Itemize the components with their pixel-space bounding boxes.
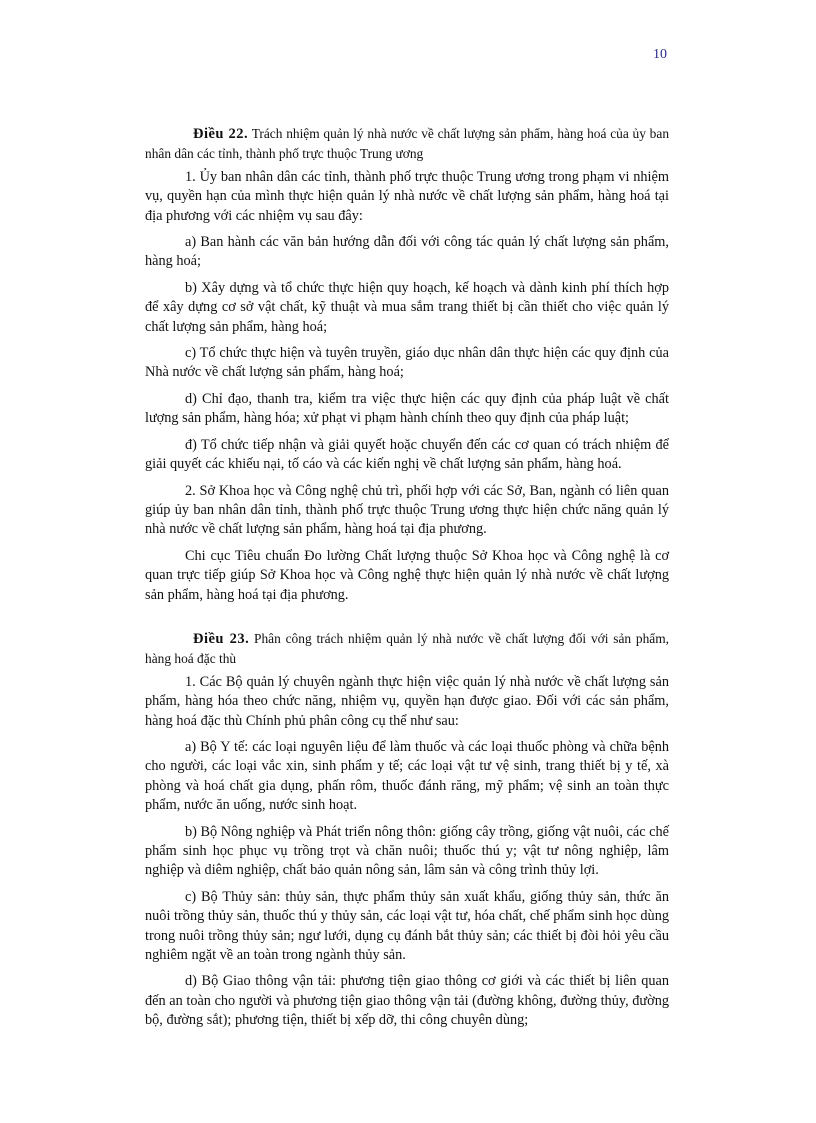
paragraph: Chi cục Tiêu chuẩn Đo lường Chất lượng thuộc Sở Khoa học và Công nghệ là cơ quan trực tiếp giúp Sở Khoa học và Công nghệ thực hiện quản lý nhà nước về chất lượng sản phẩm, hàng hoá tại địa phương. — [145, 547, 669, 603]
page-number: 10 — [653, 47, 667, 62]
article-label: Điều 22. — [193, 126, 249, 142]
paragraph: 2. Sở Khoa học và Công nghệ chủ trì, phối hợp với các Sở, Ban, ngành có liên quan giúp ủy ban nhân dân tỉnh, thành phố trực thuộc Trung ương thực hiện chức năng quản lý nhà nước về chất lượng sản phẩm, hàng hoá tại địa phương. — [145, 482, 669, 538]
paragraph: d) Bộ Giao thông vận tải: phương tiện giao thông cơ giới và các thiết bị liên quan đến an toàn cho người và phương tiện giao thông vận tải (đường không, đường thủy, đường bộ, đường sắt); phương tiện, thiết bị xếp dỡ, thi công chuyên dùng; — [145, 973, 669, 1029]
document-body — [145, 124, 669, 1038]
article-title: Phân công trách nhiệm quản lý nhà nước về chất lượng đối với sản phẩm, hàng hoá đặc thù — [145, 630, 670, 667]
article-title: Trách nhiệm quản lý nhà nước về chất lượng sản phẩm, hàng hoá của ủy ban nhân dân các tỉnh, thành phố trực thuộc Trung ương — [145, 126, 670, 162]
article-label: Điều 23. — [193, 630, 250, 647]
paragraph: b) Bộ Nông nghiệp và Phát triển nông thôn: giống cây trồng, giống vật nuôi, các chế phẩm sinh học phục vụ trồng trọt và chăn nuôi; thuốc thú y; vật tư nông nghiệp, lâm nghiệp và diêm nghiệp, chất bảo quản nông sản, lâm sản và công trình thủy lợi. — [145, 823, 669, 879]
section-gap — [145, 612, 669, 629]
article-heading — [145, 124, 669, 164]
article-heading — [145, 629, 669, 669]
paragraph: a) Ban hành các văn bản hướng dẫn đối với công tác quản lý chất lượng sản phẩm, hàng hoá; — [145, 234, 669, 270]
paragraph: đ) Tổ chức tiếp nhận và giải quyết hoặc chuyển đến các cơ quan có trách nhiệm để giải quyết các khiếu nại, tố cáo và các kiến nghị về chất lượng sản phẩm, hàng hoá. — [145, 436, 669, 473]
paragraph: d) Chỉ đạo, thanh tra, kiểm tra việc thực hiện các quy định của pháp luật về chất lượng sản phẩm, hàng hóa; xử phạt vi phạm hành chính theo quy định của pháp luật; — [145, 390, 669, 427]
paragraph: c) Bộ Thủy sản: thủy sản, thực phẩm thủy sản xuất khẩu, giống thủy sản, thức ăn nuôi trồng thủy sản, thuốc thú y thủy sản, các loại vật tư, hóa chất, chế phẩm sinh học dùng trong nuôi trồng thủy sản; ngư lưới, dụng cụ đánh bắt thủy sản; các thiết bị đòi hỏi yêu cầu nghiêm ngặt về an toàn trong ngành thủy sản. — [145, 888, 669, 964]
paragraph: b) Xây dựng và tổ chức thực hiện quy hoạch, kế hoạch và dành kinh phí thích hợp để xây dựng cơ sở vật chất, kỹ thuật và mua sắm trang thiết bị cần thiết cho việc quản lý chất lượng sản phẩm, hàng hoá; — [145, 279, 669, 335]
paragraph: a) Bộ Y tế: các loại nguyên liệu để làm thuốc và các loại thuốc phòng và chữa bệnh cho người, các loại vắc xin, sinh phẩm y tế; các loại vật tư vệ sinh, trang thiết bị y tế, xà phòng và hoá chất gia dụng, phấn rôm, thuốc đánh răng, mỹ phẩm; vệ sinh an toàn thực phẩm, nước ăn uống, nước sinh hoạt. — [145, 738, 669, 814]
paragraph: 1. Ủy ban nhân dân các tỉnh, thành phố trực thuộc Trung ương trong phạm vi nhiệm vụ, quyền hạn của mình thực hiện quản lý nhà nước về chất lượng sản phẩm, hàng hoá tại địa phương với các nhiệm vụ sau đây: — [145, 168, 669, 224]
paragraph: c) Tổ chức thực hiện và tuyên truyền, giáo dục nhân dân thực hiện các quy định của Nhà nước về chất lượng sản phẩm, hàng hoá; — [145, 345, 669, 381]
paragraph: 1. Các Bộ quản lý chuyên ngành thực hiện việc quản lý nhà nước về chất lượng sản phẩm, hàng hóa theo chức năng, nhiệm vụ, quyền hạn được giao. Đối với các sản phẩm, hàng hoá đặc thù Chính phủ phân công cụ thể như sau: — [145, 673, 669, 729]
